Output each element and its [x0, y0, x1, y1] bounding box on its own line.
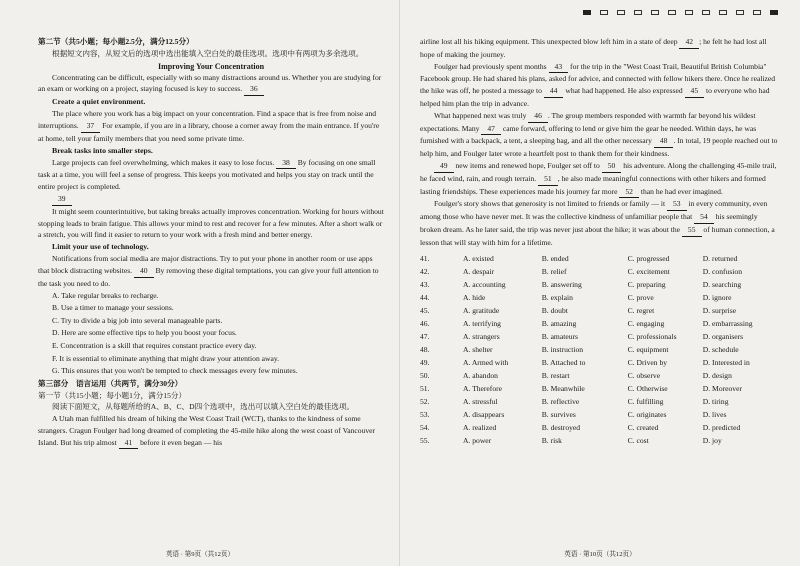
option-a[interactable]: A. accounting [462, 279, 506, 289]
question-row [420, 434, 778, 447]
option-c[interactable]: C. regret [627, 305, 655, 315]
question-row [420, 421, 778, 434]
mark [600, 10, 608, 15]
mark [753, 10, 761, 15]
mark [634, 10, 642, 15]
option-item: C. Try to divide a big job into several manageable parts. [52, 315, 223, 325]
option-b[interactable]: B. doubt [541, 305, 568, 315]
option-c[interactable]: C. engaging [627, 318, 665, 328]
article-title: Improving Your Concentration [157, 61, 265, 71]
option-d[interactable]: D. searching [702, 279, 742, 289]
question-number: 54. [420, 423, 430, 433]
subheading-steps: Break tasks into smaller steps. [52, 145, 153, 155]
blank-43[interactable]: 43 [549, 61, 569, 74]
option-c[interactable]: C. observe [627, 370, 661, 380]
question-number: 53. [420, 410, 430, 420]
option-c[interactable]: C. excitement [627, 266, 670, 276]
blank-55[interactable]: 55 [682, 224, 702, 237]
mark [736, 10, 744, 15]
question-row [420, 408, 778, 421]
right-paragraph-5: Foulger's story shows that generosity is not limited to friends or family — it 53 in every community, even among those who have never met. It was the collective kindness of unfamiliar people that 54 his seemingly broken dream. As he later said, the trip was never just about the hike; it was about the 55 of human connection, a lesson that will stay with him for a lifetime. [420, 199, 775, 247]
question-row [420, 252, 778, 265]
part-3-title: 第三部分 语言运用（共两节，满分30分） [38, 378, 183, 388]
option-a[interactable]: A. shelter [462, 344, 493, 354]
mark [617, 10, 625, 15]
blank-39[interactable]: 39 [52, 193, 72, 206]
option-a[interactable]: A. realized [462, 423, 497, 433]
question-row [420, 317, 778, 330]
right-paragraph-3: What happened next was truly 46 . The group members responded with warmth far beyond his wildest expectations. Many 47 came forward, offering to lend or give him the gear he needed. Within days, he was furnished with a backpack, a tent, a sleeping bag, and all the other necessary 48 . In total, 19 people reached out to help him, and Foulger later wrote a heartfelt post to thank them for their kindness. [420, 110, 778, 159]
question-number: 52. [420, 397, 430, 407]
mark [668, 10, 676, 15]
option-a[interactable]: A. existed [462, 253, 494, 263]
right-page [400, 0, 800, 566]
option-b[interactable]: B. ended [541, 253, 569, 263]
question-number: 48. [420, 344, 430, 354]
option-b[interactable]: B. instruction [541, 344, 584, 354]
option-c[interactable]: C. created [627, 423, 659, 433]
option-c[interactable]: C. professionals [627, 331, 677, 341]
blank-36[interactable]: 36 [244, 83, 264, 96]
instruction: 根据短文内容，从短文后的选项中选出能填入空白处的最佳选项。选项中有两项为多余选项。 [52, 48, 364, 58]
mark [651, 10, 659, 15]
blank-52[interactable]: 52 [619, 186, 639, 199]
option-item: G. This ensures that you won't be tempted to check messages every few minutes. [52, 366, 298, 376]
option-d[interactable]: D. lives [702, 410, 727, 420]
cloze-options-table [420, 252, 778, 448]
option-d[interactable]: D. surprise [702, 305, 737, 315]
blank-37[interactable]: 37 [81, 120, 101, 133]
blank-44[interactable]: 44 [544, 85, 564, 98]
paragraph-3: Large projects can feel overwhelming, which makes it easy to lose focus. 38 By focusing on one small task at a time, you will feel a sense of progress. This keeps you motivated and helps you stay on track until the entire project is completed. [38, 157, 376, 192]
option-a[interactable]: A. gratitude [462, 305, 500, 315]
registration-marks [583, 10, 778, 15]
blank-51[interactable]: 51 [538, 173, 558, 186]
mark [719, 10, 727, 15]
option-a[interactable]: A. Therefore [462, 384, 503, 394]
option-d[interactable]: D. tiring [702, 397, 729, 407]
option-b[interactable]: B. explain [541, 292, 573, 302]
section-1-title: 第一节（共15小题；每小题1分，满分15分） [38, 390, 187, 400]
option-c[interactable]: C. preparing [627, 279, 666, 289]
mark [770, 10, 778, 15]
blank-42[interactable]: 42 [679, 36, 699, 49]
subheading-technology: Limit your use of technology. [52, 242, 149, 252]
option-a[interactable]: A. Armed with [462, 357, 509, 367]
option-b[interactable]: B. Meanwhile [541, 384, 585, 394]
option-d[interactable]: D. organisers [702, 331, 744, 341]
option-item: E. Concentration is a skill that requires constant practice every day. [52, 340, 257, 350]
option-c[interactable]: C. Otherwise [627, 384, 668, 394]
option-c[interactable]: C. originates [627, 410, 667, 420]
option-a[interactable]: A. abandon [462, 370, 498, 380]
option-d[interactable]: D. schedule [702, 344, 739, 354]
right-paragraph-2: Foulger had previously spent months 43 for the trip in the "West Coast Trail, Beautiful British Columbia" Facebook group. He had shared his plans, asked for advice, and connected with fellow hikers there. Once he realized the hike was off, he posted a message to 44 what had happened. He also expressed 45 to everyone who had helped him plan the trip in advance. [420, 61, 776, 108]
blank-54[interactable]: 54 [694, 211, 714, 224]
option-a[interactable]: A. strangers [462, 331, 500, 341]
option-a[interactable]: A. despair [462, 266, 495, 276]
option-d[interactable]: D. Interested in [702, 357, 750, 367]
question-number: 49. [420, 357, 430, 367]
option-item: B. Use a timer to manage your sessions. [52, 303, 174, 313]
instruction-2: 阅读下面短文，从每题所给的A、B、C、D四个选项中，选出可以填入空白处的最佳选项。 [52, 402, 355, 412]
blank-47[interactable]: 47 [481, 123, 501, 136]
option-b[interactable]: B. Attached to [541, 357, 586, 367]
option-d[interactable]: D. joy [702, 436, 722, 446]
question-number: 55. [420, 436, 430, 446]
blank-53[interactable]: 53 [667, 198, 687, 211]
option-c[interactable]: C. fulfilling [627, 397, 664, 407]
question-row [420, 356, 778, 369]
option-b[interactable]: B. survives [541, 410, 576, 420]
paragraph-5: Notifications from social media are major distractions. Try to put your phone in another room or use apps that block distracting websites. 40 By removing these digital temptations, you can give your full attention to the task you need to do. [38, 254, 379, 288]
question-row [420, 369, 778, 382]
option-b[interactable]: B. amazing [541, 318, 577, 328]
option-c[interactable]: C. Driven by [627, 357, 668, 367]
option-b[interactable]: B. reflective [541, 397, 580, 407]
blank-40[interactable]: 40 [134, 265, 154, 278]
option-item: A. Take regular breaks to recharge. [52, 290, 159, 300]
question-row [420, 278, 778, 291]
option-b[interactable]: B. destroyed [541, 423, 581, 433]
option-b[interactable]: B. answering [541, 279, 582, 289]
paragraph-1: Concentrating can be difficult, especially with so many distractions around us. Whether you are studying for an exam or working on a project, staying focused is key to success. 36 [38, 72, 384, 97]
option-c[interactable]: C. cost [627, 436, 649, 446]
option-a[interactable]: A. terrifying [462, 318, 501, 328]
option-b[interactable]: B. relief [541, 266, 567, 276]
option-a[interactable]: A. stressful [462, 397, 498, 407]
option-c[interactable]: C. progressed [627, 253, 670, 263]
question-number: 44. [420, 292, 430, 302]
page-footer-left: 英语 · 第9页（共12页） [165, 551, 235, 558]
blank-39-line [38, 193, 384, 206]
blank-48[interactable]: 48 [654, 135, 674, 148]
paragraph-4: It might seem counterintuitive, but taking breaks actually improves concentration. Working for hours without stopping leads to brain fatigue. This allows your mind to rest and recover for a few minutes. After a short walk or a stretch, you will find it easier to return to your work with a fresh mind and better energy. [38, 206, 384, 240]
question-number: 46. [420, 318, 430, 328]
option-d[interactable]: D. returned [702, 253, 738, 263]
section-title: 第二节（共5小题；每小题2.5分，满分12.5分） [38, 37, 194, 46]
question-number: 41. [420, 253, 430, 263]
question-row [420, 343, 778, 356]
option-item: F. It is essential to eliminate anything that might draw your attention away. [52, 353, 280, 363]
question-number: 45. [420, 305, 430, 315]
option-c[interactable]: C. prove [627, 292, 654, 302]
mark [702, 10, 710, 15]
question-number: 42. [420, 266, 430, 276]
question-number: 51. [420, 384, 430, 394]
option-b[interactable]: B. amateurs [541, 331, 578, 341]
option-d[interactable]: D. predicted [702, 423, 741, 433]
option-a[interactable]: A. hide [462, 292, 486, 302]
question-row [420, 382, 778, 395]
option-a[interactable]: A. power [462, 436, 492, 446]
right-paragraph-1: airline lost all his hiking equipment. This unexpected blow left him in a state of deep 42 ; he felt he had lost all hope of making the journey. [420, 37, 767, 59]
question-number: 43. [420, 279, 430, 289]
question-number: 47. [420, 331, 430, 341]
page-footer-right: 英语 · 第10页（共12页） [564, 551, 636, 558]
subheading-quiet: Create a quiet environment. [52, 97, 146, 107]
option-a[interactable]: A. disappears [462, 410, 505, 420]
option-c[interactable]: C. equipment [627, 344, 669, 354]
blank-38[interactable]: 38 [276, 157, 296, 170]
option-list [38, 290, 384, 378]
option-d[interactable]: D. embarrassing [702, 318, 753, 328]
blank-49[interactable]: 49 [434, 160, 454, 173]
option-d[interactable]: D. ignore [702, 292, 732, 302]
option-b[interactable]: B. risk [541, 436, 562, 446]
blank-41[interactable]: 41 [119, 437, 139, 450]
paragraph-2: The place where you work has a big impact on your concentration. Find a space that is free from noise and interruptions. 37 For example, if you are in a library, choose a corner away from the main entrance. If you're at home, tell your family members that you need some private time. [38, 109, 380, 143]
question-row [420, 304, 778, 317]
question-row [420, 265, 778, 278]
option-d[interactable]: D. Moreover [702, 384, 743, 394]
blank-46[interactable]: 46 [528, 110, 548, 123]
blank-45[interactable]: 45 [685, 85, 705, 98]
question-number: 50. [420, 370, 430, 380]
paragraph-6: A Utah man fulfilled his dream of hiking the West Coast Trail (WCT), thanks to the kindness of some strangers. Cragun Foulger had long dreamed of completing the 45-mile hike along the west coast of Vancouver Island. But his trip almost 41 before it even began — his [38, 413, 384, 449]
question-row [420, 395, 778, 408]
mark [685, 10, 693, 15]
option-b[interactable]: B. restart [541, 370, 570, 380]
blank-50[interactable]: 50 [602, 160, 622, 173]
option-item: D. Here are some effective tips to help you boost your focus. [52, 328, 237, 338]
mark [583, 10, 591, 15]
question-row [420, 330, 778, 343]
question-row [420, 291, 778, 304]
option-d[interactable]: D. design [702, 370, 732, 380]
right-paragraph-4: 49 new items and renewed hope, Foulger set off to 50 his adventure. Along the challenging 45-mile trail, he faced wind, rain, and rough terrain. 51 , he also made meaningful connections with other hikers and formed lasting friendships. These experiences made his journey far more 52 than he had ever imagined. [420, 160, 778, 198]
option-d[interactable]: D. confusion [702, 266, 743, 276]
